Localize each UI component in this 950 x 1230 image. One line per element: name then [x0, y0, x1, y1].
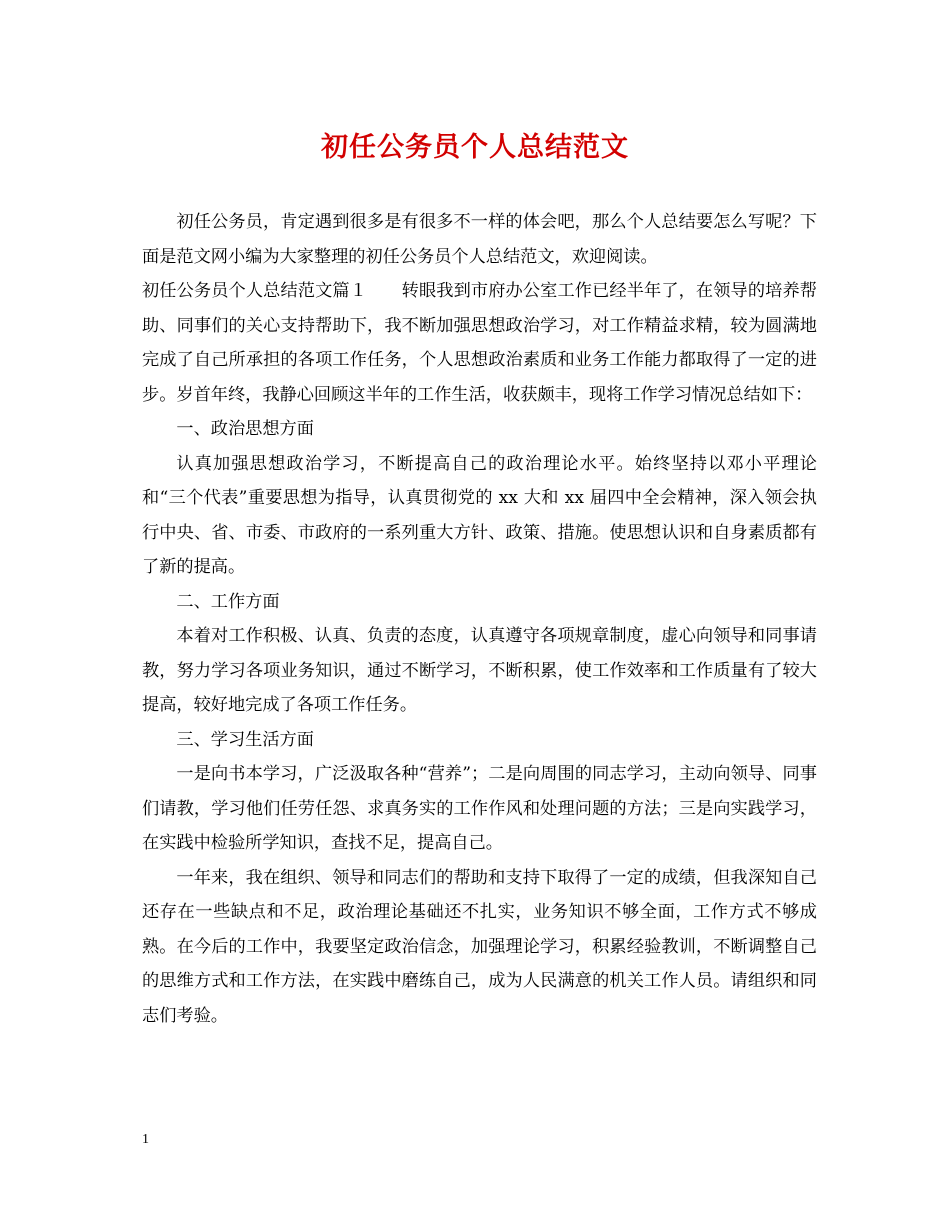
- politics-paragraph: 认真加强思想政治学习，不断提高自己的政治理论水平。始终坚持以邓小平理论和“三个代表”重要思想为指导，认真贯彻党的 xx 大和 xx 届四中全会精神，深入领会执行中央、省、市委、市政府的一系列重大方针、政策、措施。使思想认识和自身素质都有了新的提高。: [142, 453, 817, 577]
- section-heading-study-life: 三、学习生活方面: [176, 729, 314, 750]
- intro-paragraph: 初任公务员，肯定遇到很多是有很多不一样的体会吧，那么个人总结要怎么写呢？下面是范文网小编为大家整理的初任公务员个人总结范文，欢迎阅读。: [142, 212, 817, 267]
- study-life-paragraph: 一是向书本学习，广泛汲取各种“营养”；二是向周围的同志学习，主动向领导、同事们请教，学习他们任劳任怨、求真务实的工作作风和处理问题的方法；三是向实践学习，在实践中检验所学知识，查找不足，提高自己。: [142, 764, 817, 853]
- section-heading-work: 二、工作方面: [176, 591, 280, 612]
- document-title: 初任公务员个人总结范文: [321, 132, 629, 163]
- page-number: 1: [142, 1132, 149, 1147]
- section-heading-politics: 一、政治思想方面: [176, 419, 314, 439]
- document-body: [142, 205, 817, 1033]
- work-paragraph: 本着对工作积极、认真、负责的态度，认真遵守各项规章制度，虚心向领导和同事请教，努力学习各项业务知识，通过不断学习，不断积累，使工作效率和工作质量有了较大提高，较好地完成了各项工作任务。: [142, 626, 817, 715]
- conclusion-paragraph: 一年来，我在组织、领导和同志们的帮助和支持下取得了一定的成绩，但我深知自己还存在一些缺点和不足，政治理论基础还不扎实，业务知识不够全面，工作方式不够成熟。在今后的工作中，我要坚定政治信念，加强理论学习，积累经验教训，不断调整自己的思维方式和工作方法，在实践中磨练自己，成为人民满意的机关工作人员。请组织和同志们考验。: [142, 867, 817, 1026]
- article-opening-paragraph: 初任公务员个人总结范文篇１ 转眼我到市府办公室工作已经半年了，在领导的培养帮助、同事们的关心支持帮助下，我不断加强思想政治学习，对工作精益求精，较为圆满地完成了自己所承担的各项工作任务，个人思想政治素质和业务工作能力都取得了一定的进步。岁首年终，我静心回顾这半年的工作生活，收获颇丰，现将工作学习情况总结如下：: [142, 281, 817, 405]
